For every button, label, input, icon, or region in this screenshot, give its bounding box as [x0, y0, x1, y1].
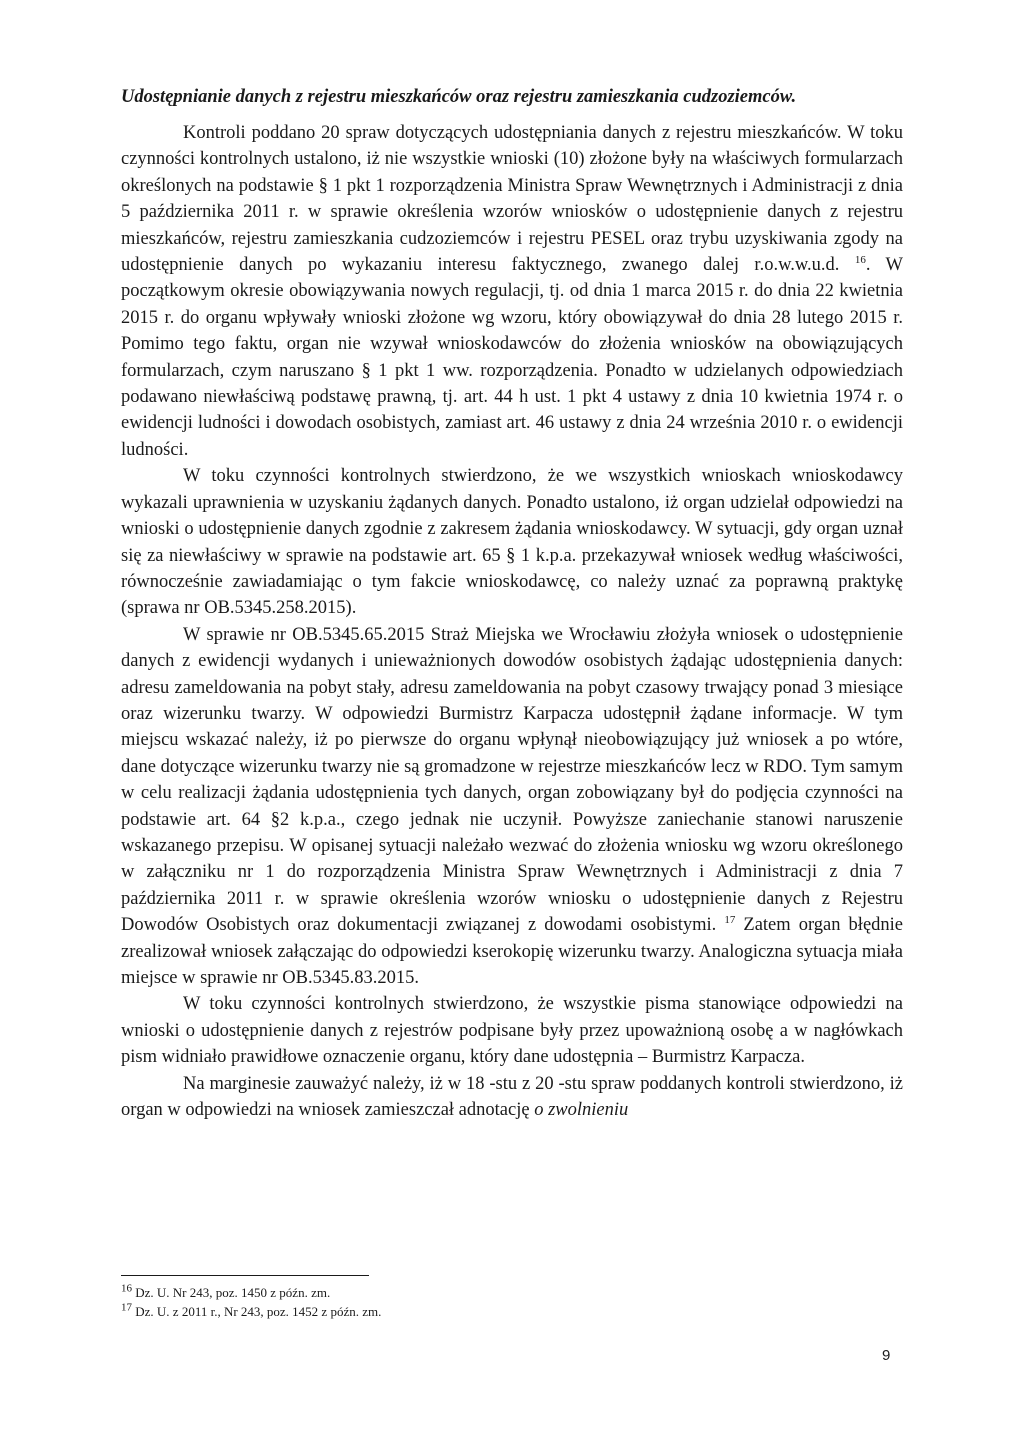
footnote-17 [121, 1302, 903, 1321]
section-heading: Udostępnianie danych z rejestru mieszkańców oraz rejestru zamieszkania cudzoziemców. [121, 87, 797, 107]
paragraph-1-text-b: . W początkowym okresie obowiązywania nowych regulacji, tj. od dnia 1 marca 2015 r. do dnia 22 kwietnia 2015 r. do organu wpływały wnioski złożone wg wzoru, który obowiązywał do dnia 28 lutego 2015 r. Pomimo tego faktu, organ nie wzywał wnioskodawców do złożenia wniosków na obowiązujących formularzach, czym naruszano § 1 pkt 1 ww. rozporządzenia. Ponadto w udzielanych odpowiedziach podawano niewłaściwą podstawę prawną, tj. art. 44 h ust. 1 pkt 4 ustawy z dnia 10 kwietnia 1974 r. o ewidencji ludności i dowodach osobistych, zamiast art. 46 ustawy z dnia 24 września 2010 r. o ewidencji ludności. [121, 255, 903, 460]
paragraph-4: W toku czynności kontrolnych stwierdzono, że wszystkie pisma stanowiące odpowiedzi na wnioski o udostępnienie danych z rejestrów podpisane były przez upoważnioną osobę a w nagłówkach pism widniało prawidłowe oznaczenie organu, który dane udostępnia – Burmistrz Karpacza. [121, 994, 903, 1068]
paragraph-3-text-b: Zatem organ błędnie zrealizował wniosek załączając do odpowiedzi kserokopię wizerunku twarzy. Analogiczna sytuacja miała miejsce w sprawie nr OB.5345.83.2015. [121, 915, 904, 988]
footnote-number: 16 [121, 1282, 132, 1295]
paragraph-5 [121, 1071, 903, 1124]
footnotes [121, 1283, 903, 1321]
footnote-text: Dz. U. z 2011 r., Nr 243, poz. 1452 z późn. zm. [135, 1304, 382, 1319]
footnote-number: 17 [121, 1301, 132, 1314]
footnote-16 [121, 1283, 903, 1302]
footnote-ref-16[interactable]: 16 [854, 253, 866, 266]
paragraph-1 [121, 120, 903, 463]
footnote-ref-17[interactable]: 17 [724, 914, 736, 927]
paragraph-1-text-a: Kontroli poddano 20 spraw dotyczących udostępniania danych z rejestru mieszkańców. W toku czynności kontrolnych ustalono, iż nie wszystkie wnioski (10) złożone były na właściwych formularzach określonych na podstawie § 1 pkt 1 rozporządzenia Ministra Spraw Wewnętrznych i Administracji z dnia 5 października 2011 r. w sprawie określenia wzorów wniosków o udostępnienie danych z rejestru mieszkańców, rejestru zamieszkania cudzoziemców i rejestru PESEL oraz trybu uzyskiwania zgody na udostępnienie danych po wykazaniu interesu faktycznego, zwanego dalej r.o.w.w.u.d. [121, 123, 903, 276]
paragraph-5-italic: o zwolnieniu [534, 1100, 629, 1121]
paragraph-3-text-a: W sprawie nr OB.5345.65.2015 Straż Miejska we Wrocławiu złożyła wniosek o udostępnienie danych z ewidencji wydanych i unieważnionych dowodów osobistych żądając udostępnienia danych: adresu zameldowania na pobyt stały, adresu zameldowania na pobyt czasowy trwający ponad 3 miesiące oraz wizerunku twarzy. W odpowiedzi Burmistrz Karpacza udostępnił żądane informacje. W tym miejscu wskazać należy, iż po pierwsze do organu wpłynął nieobowiązujący już wniosek a po wtóre, dane dotyczące wizerunku twarzy nie są gromadzone w rejestrze mieszkańców lecz w RDO. Tym samym w celu realizacji żądania udostępnienia tych danych, organ zobowiązany był do podjęcia czynności na podstawie art. 64 §2 k.p.a., czego jednak nie uczynił. Powyższe zaniechanie stanowi naruszenie wskazanego przepisu. W opisanej sytuacji należało wezwać do złożenia wniosku wg wzoru określonego w załączniku nr 1 do rozporządzenia Ministra Spraw Wewnętrznych i Administracji z dnia 7 października 2011 r. w sprawie określenia wzorów wniosku o udostępnienie danych z Rejestru Dowodów Osobistych oraz dokumentacji związanej z dowodami osobistymi. [121, 624, 903, 936]
body-text [121, 84, 903, 1123]
footnote-divider [121, 1275, 369, 1276]
paragraph-5-text: Na marginesie zauważyć należy, iż w 18 -stu z 20 -stu spraw poddanych kontroli stwierdzono, iż organ w odpowiedzi na wniosek zamieszczał adnotację [121, 1073, 903, 1121]
footnote-text: Dz. U. Nr 243, poz. 1450 z późn. zm. [135, 1285, 331, 1300]
page-number: 9 [882, 1347, 891, 1364]
paragraph-2: W toku czynności kontrolnych stwierdzono, że we wszystkich wnioskach wnioskodawcy wykazali uprawnienia w uzyskaniu żądanych danych. Ponadto ustalono, iż organ udzielał odpowiedzi na wnioski o udostępnienie danych zgodnie z zakresem żądania wnioskodawcy. W sytuacji, gdy organ uznał się za niewłaściwy w sprawie na podstawie art. 65 § 1 k.p.a. przekazywał wniosek według właściwości, równocześnie zawiadamiając o tym fakcie wnioskodawcę, co należy uznać za poprawną praktykę (sprawa nr OB.5345.258.2015). [121, 466, 903, 619]
paragraph-3 [121, 622, 903, 992]
